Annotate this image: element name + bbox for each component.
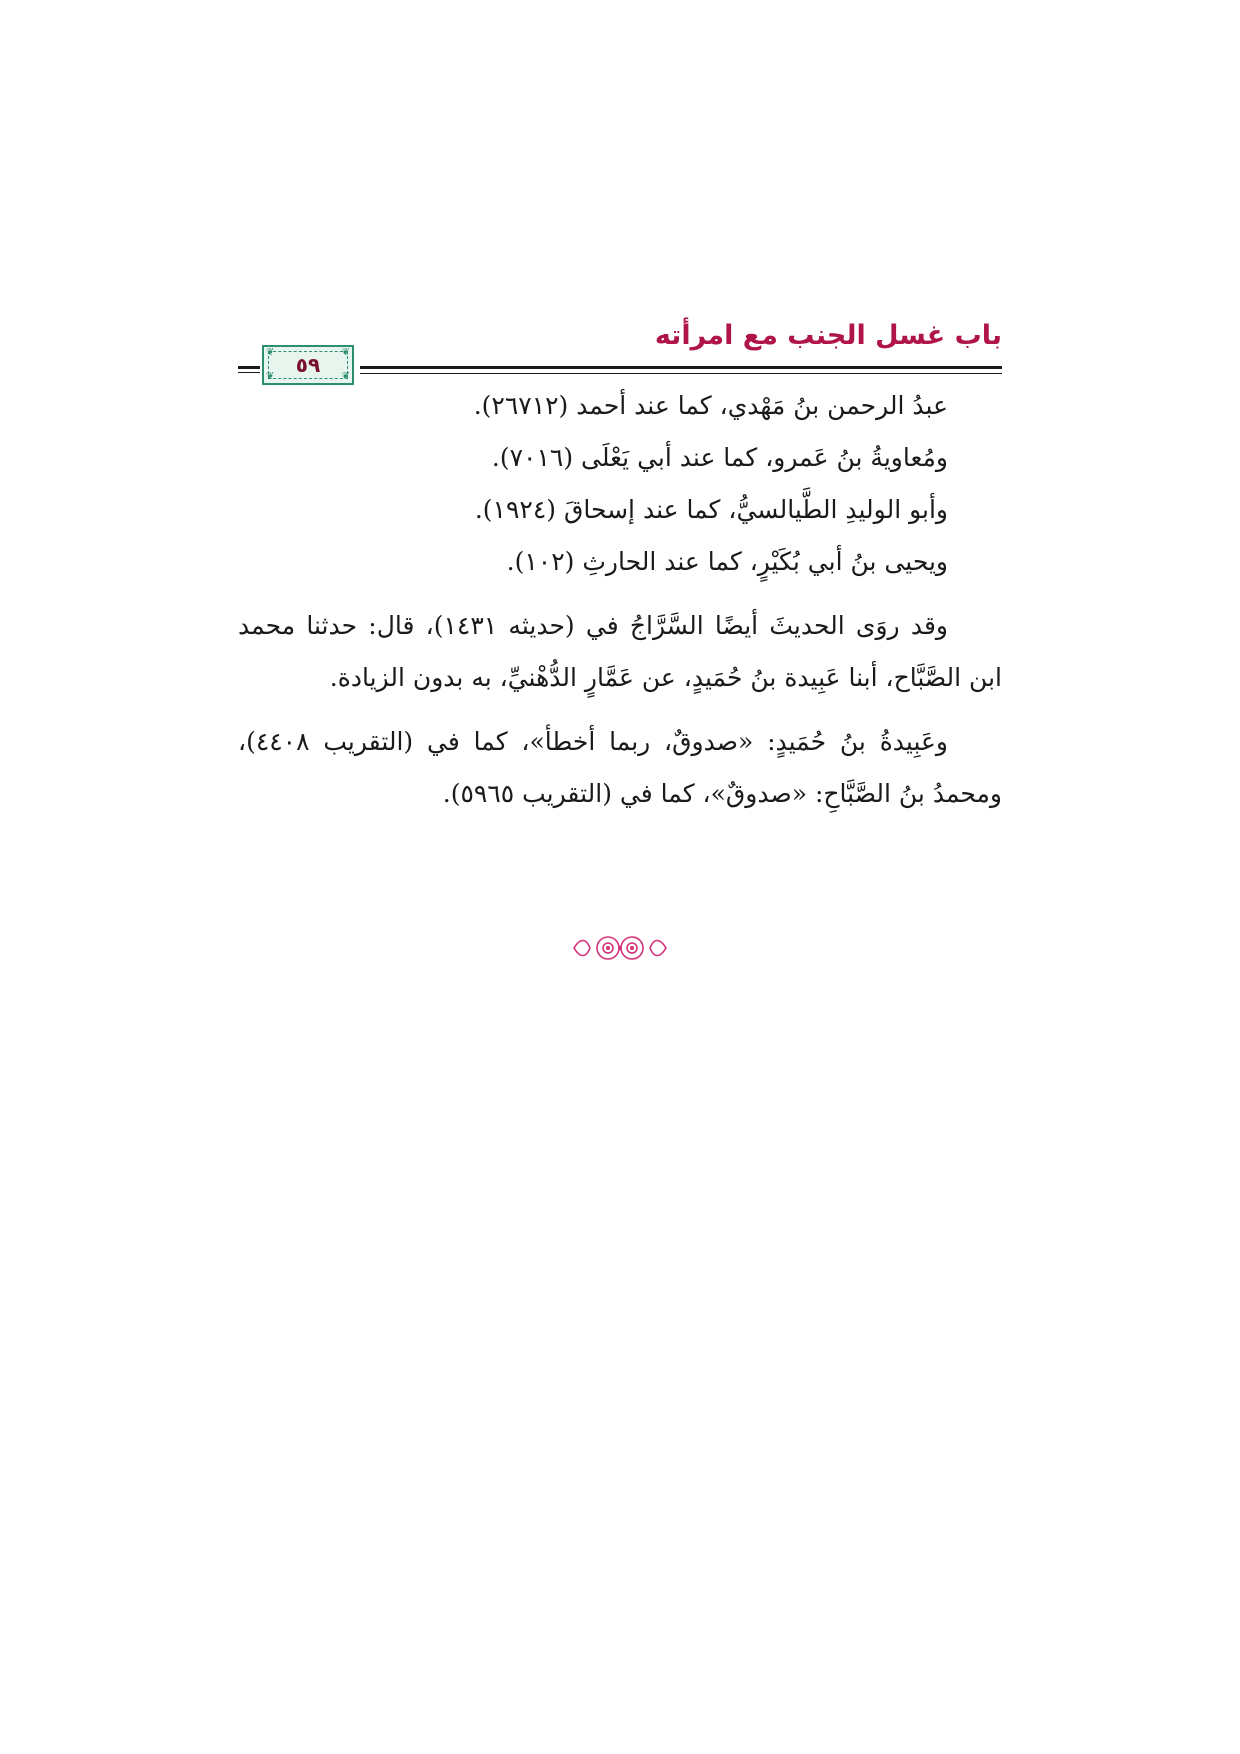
- corner-flourish-icon: ❦: [266, 371, 275, 382]
- corner-flourish-icon: ❦: [341, 371, 350, 382]
- header-rule-right: [360, 366, 1002, 374]
- paragraph: وعَبِيدةُ بنُ حُمَيدٍ: «صدوقٌ، ربما أخطأ»، كما في (التقريب ٤٤٠٨)، ومحمدُ بنُ الصَّبَّاحِ: «صدوقٌ»، كما في (التقريب ٥٩٦٥).: [238, 727, 1002, 808]
- narrator-line: ويحيى بنُ أبي بُكَيْرٍ، كما عند الحارثِ (١٠٢).: [506, 547, 948, 576]
- running-title: باب غسل الجنب مع امرأته: [654, 320, 1002, 351]
- corner-flourish-icon: ❦: [266, 347, 275, 358]
- narrator-line: عبدُ الرحمن بنُ مَهْدي، كما عند أحمد (٢٦٧١٢).: [473, 391, 948, 420]
- header-rule-left: [238, 366, 260, 373]
- paragraph: وقد روَى الحديثَ أيضًا السَّرَّاجُ في (حديثه ١٤٣١)، قال: حدثنا محمد ابن الصَّبَّاح، أبنا عَبِيدة بنُ حُمَيدٍ، عن عَمَّارٍ الدُّهْنيِّ، به بدون الزيادة.: [238, 611, 1002, 692]
- page-number-badge: [262, 345, 354, 385]
- main-text: [238, 380, 1002, 820]
- page-number: ٥٩: [295, 353, 321, 377]
- floral-divider-icon: [570, 930, 670, 966]
- narrator-line: ومُعاويةُ بنُ عَمرو، كما عند أبي يَعْلَى (٧٠١٦).: [491, 443, 948, 472]
- corner-flourish-icon: ❦: [341, 347, 350, 358]
- narrator-line: وأبو الوليدِ الطَّيالسيُّ، كما عند إسحاقَ (١٩٢٤).: [474, 495, 948, 524]
